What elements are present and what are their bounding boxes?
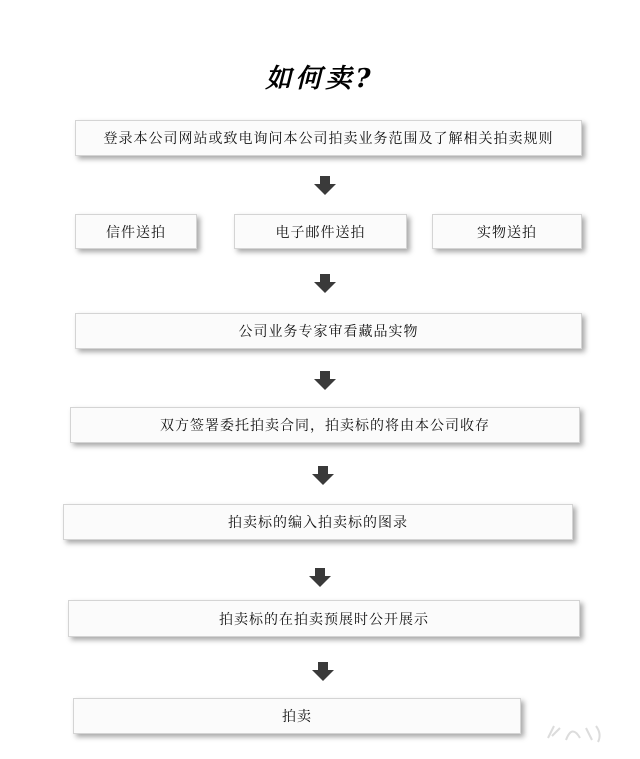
step-box-auction (73, 698, 521, 734)
step-label: 拍卖 (282, 709, 312, 725)
page-title: 如何卖? (265, 64, 375, 94)
down-arrow-icon (314, 274, 336, 293)
down-arrow-icon (312, 662, 334, 681)
step-label: 登录本公司网站或致电询问本公司拍卖业务范围及了解相关拍卖规则 (103, 131, 554, 147)
step-box-login-or-call (75, 120, 582, 156)
step-label: 拍卖标的编入拍卖标的图录 (228, 515, 408, 531)
option-box-mail (75, 214, 197, 249)
down-arrow-icon (309, 568, 331, 587)
step-box-catalog (63, 504, 573, 540)
option-box-email (234, 214, 407, 249)
option-label: 信件送拍 (106, 224, 166, 241)
option-label: 实物送拍 (477, 224, 537, 241)
option-label: 电子邮件送拍 (275, 224, 366, 241)
down-arrow-icon (314, 176, 336, 195)
step-box-sign-contract (70, 407, 580, 443)
option-box-in-person (432, 214, 582, 249)
step-label: 双方签署委托拍卖合同，拍卖标的将由本公司收存 (160, 418, 490, 434)
step-box-preview-exhibition (68, 600, 580, 637)
down-arrow-icon (312, 466, 334, 485)
step-label: 公司业务专家审看藏品实物 (238, 324, 419, 340)
step-box-expert-review (75, 313, 582, 349)
down-arrow-icon (314, 371, 336, 390)
step-label: 拍卖标的在拍卖预展时公开展示 (219, 611, 429, 628)
watermark-logo (540, 718, 610, 748)
